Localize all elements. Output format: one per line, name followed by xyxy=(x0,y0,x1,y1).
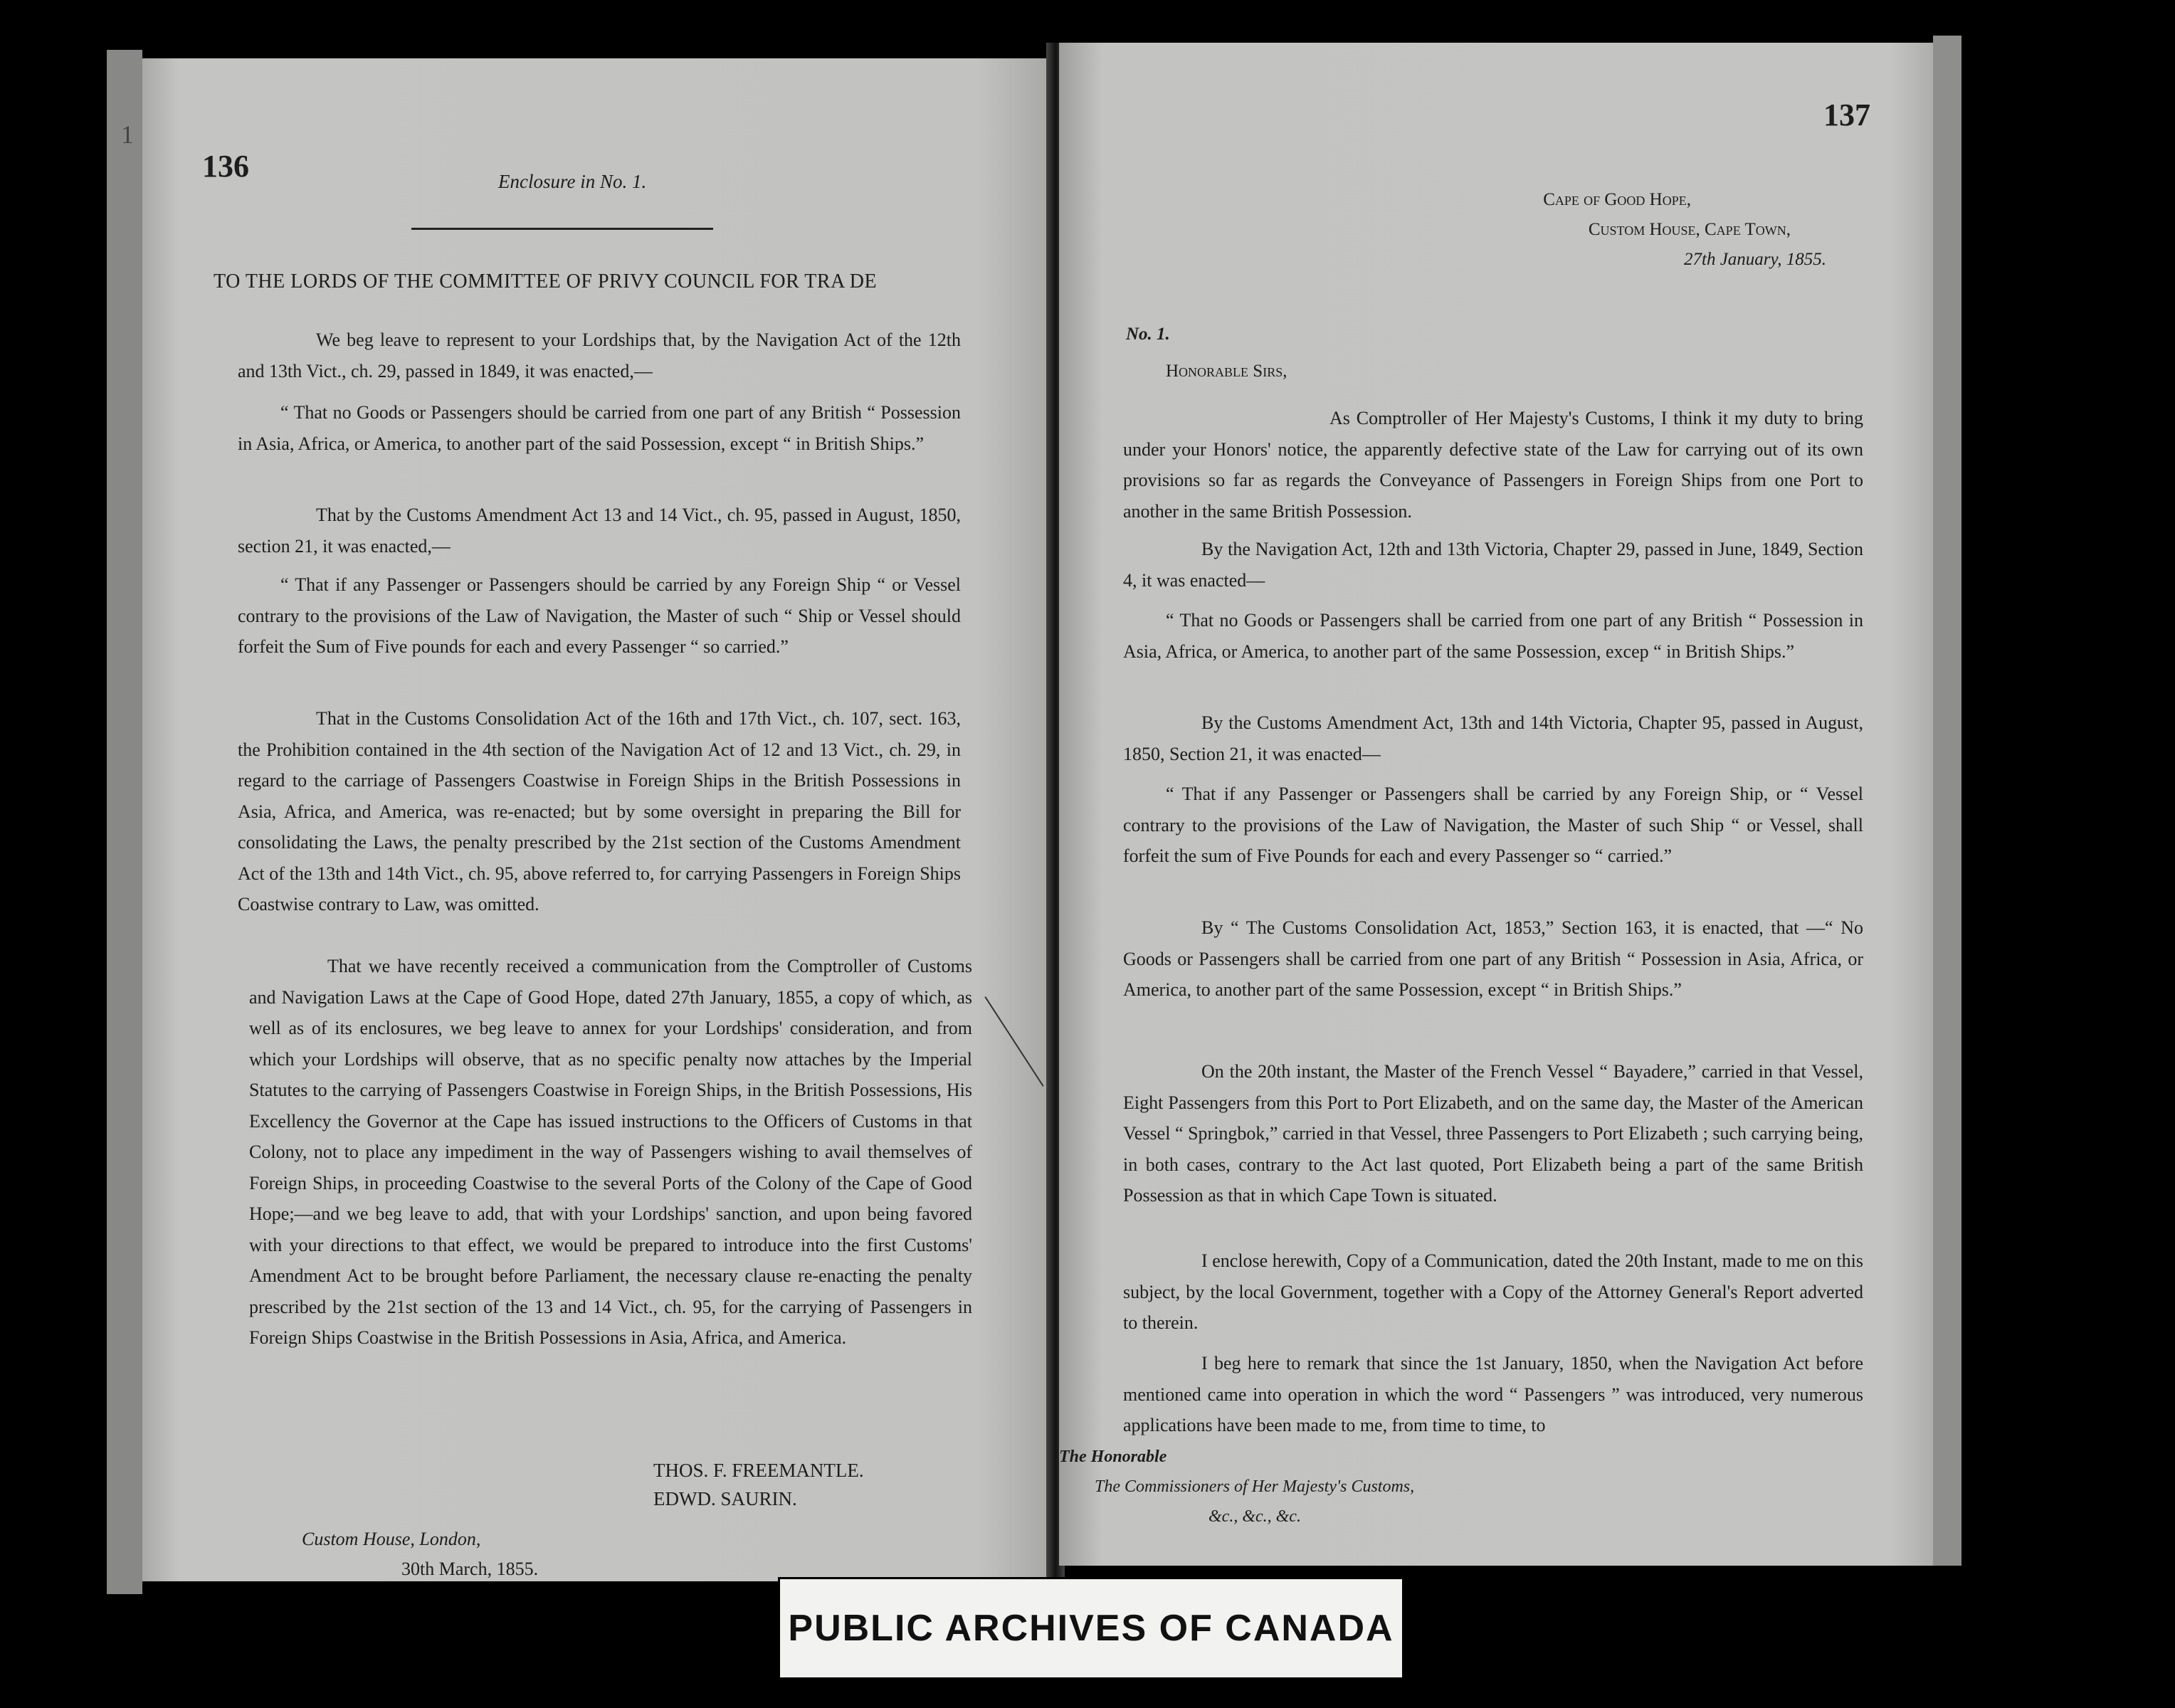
left-page xyxy=(142,58,1050,1581)
right-footer-address xyxy=(1059,1442,1414,1532)
left-quote: “ That no Goods or Passengers should be carried from one part of any British “ Possession in Asia, Africa, or America, to another part of the said Possession, except “ in British Ships.” xyxy=(238,402,961,454)
right-paragraph: On the 20th instant, the Master of the French Vessel “ Bayadere,” carried in that Vessel, Eight Passengers from this Port to Port Elizabeth, and on the same day, the Master of the American Vessel “ Springbok,” carried in that Vessel, three Passengers to Port Elizabeth ; such carrying being, in both cases, contrary to the Act last quoted, Port Elizabeth being a part of the same British Possession as that in which Cape Town is situated. xyxy=(1123,1061,1863,1206)
right-paragraph: I beg here to remark that since the 1st January, 1850, when the Navigation Act before mentioned came into operation in which the word “ Passengers ” was introduced, very numerous applications have been made to me, from time to time, to xyxy=(1123,1353,1863,1435)
margin-mark: 1 xyxy=(121,120,134,149)
left-paragraph: That by the Customs Amendment Act 13 and 14 Vict., ch. 95, passed in August, 1850, section 21, it was enacted,— xyxy=(238,505,961,557)
signatory: EDWD. SAURIN. xyxy=(653,1488,797,1509)
signatory: THOS. F. FREEMANTLE. xyxy=(653,1460,864,1481)
left-heading: TO THE LORDS OF THE COMMITTEE OF PRIVY COUNCIL FOR TRA DE xyxy=(214,270,878,292)
left-quote: “ That if any Passenger or Passengers should be carried by any Foreign Ship “ or Vessel contrary to the provisions of the Law of Navigation, the Master of such “ Ship or Vessel should forfeit the Sum of Five pounds for each and every Passenger “ so carried.” xyxy=(238,574,961,657)
book-edge-left xyxy=(107,50,142,1594)
right-paragraph: By the Navigation Act, 12th and 13th Victoria, Chapter 29, passed in June, 1849, Section 4, it was enacted— xyxy=(1123,539,1863,591)
archives-stamp xyxy=(778,1577,1404,1680)
left-page-number: 136 xyxy=(202,149,249,184)
right-paragraph: By the Customs Amendment Act, 13th and 14th Victoria, Chapter 95, passed in August, 1850, Section 21, it was enacted— xyxy=(1123,712,1863,764)
address-line: Custom House, Cape Town, xyxy=(1588,220,1791,239)
right-page xyxy=(1059,43,1933,1566)
left-paragraph: We beg leave to represent to your Lordships that, by the Navigation Act of the 12th and 13th Vict., ch. 29, passed in 1849, it was enacted,— xyxy=(238,330,961,381)
number-label: No. 1. xyxy=(1126,325,1170,344)
footer-line: The Honorable xyxy=(1059,1448,1167,1466)
right-quote: “ That if any Passenger or Passengers shall be carried by any Foreign Ship, or “ Vessel contrary to the provisions of the Law of Navigation, the Master of such Ship “ or Vessel, shall forfeit the sum of Five Pounds for each and every Passenger so “ carried.” xyxy=(1123,784,1863,866)
left-paragraph: That in the Customs Consolidation Act of the 16th and 17th Vict., ch. 107, sect. 163, the Prohibition contained in the 4th section of the Navigation Act of 12 and 13 Vict., ch. 29, in regard to the carriage of Passengers Coastwise in Foreign Ships in the British Possessions in Asia, Africa, and America, was re-enacted; but by some oversight in preparing the Bill for consolidating the Laws, the penalty prescribed by the 21st section of the Customs Amendment Act of the 13th and 14th Vict., ch. 95, above referred to, for carrying Passengers in Foreign Ships Coastwise contrary to Law, was omitted. xyxy=(238,708,961,914)
date: 30th March, 1855. xyxy=(401,1559,539,1579)
enclosure-label: Enclosure in No. 1. xyxy=(498,171,647,192)
signatories xyxy=(653,1456,864,1513)
right-paragraph: As Comptroller of Her Majesty's Customs, I think it my duty to bring under your Honors' notice, the apparently defective state of the Law for carrying out of its own provisions so far as regards the Conveyance of Passengers in Foreign Ships from one Port to another in the same British Possession. xyxy=(1123,408,1863,522)
right-paragraph: I enclose herewith, Copy of a Communication, dated the 20th Instant, made to me on this subject, by the local Government, together with a Copy of the Attorney General's Report adverted to therein. xyxy=(1123,1250,1863,1333)
right-page-number: 137 xyxy=(1823,97,1870,132)
left-paragraph: That we have recently received a communication from the Comptroller of Customs and Navigation Laws at the Cape of Good Hope, dated 27th January, 1855, a copy of which, as well as of its enclosures, we beg leave to annex for your Lordships' consideration, and from which your Lordships will observe, that as no specific penalty now attaches by the Imperial Statutes to the carrying of Passengers Coastwise in Foreign Ships, in the British Possessions, His Excellency the Governor at the Cape has issued instructions to the Officers of Customs in that Colony, not to place any impediment in the way of Passengers wishing to avail themselves of Foreign Ships, in proceeding Coastwise to the several Ports of the Colony of the Cape of Good Hope;—and we beg leave to add, that with your Lordships' sanction, and upon being favored with your directions to that effect, we would be prepared to introduce into the first Customs' Amendment Act to be brought before Parliament, the necessary clause re-enacting the penalty prescribed by the 21st section of the 13 and 14 Vict., ch. 95, for the carrying of Passengers in Foreign Ships Coastwise in the British Possessions in Asia, Africa, and America. xyxy=(249,956,972,1348)
address-date: 27th January, 1855. xyxy=(1684,250,1826,269)
place: Custom House, London, xyxy=(302,1529,481,1549)
right-quote: “ That no Goods or Passengers shall be carried from one part of any British “ Possession in Asia, Africa, or America, to another part of the same Possession, excep “ in British Ships.” xyxy=(1123,610,1863,662)
archives-stamp-text: PUBLIC ARCHIVES OF CANADA xyxy=(788,1608,1394,1649)
left-place-date xyxy=(302,1524,538,1581)
book-edge-right xyxy=(1933,36,1961,1566)
right-paragraph: By “ The Customs Consolidation Act, 1853,” Section 163, it is enacted, that —“ No Goods or Passengers shall be carried from one part of any British “ Possession in Asia, Africa, or America, to another part of the same Possession, except “ in British Ships.” xyxy=(1123,917,1863,1000)
address-line: Cape of Good Hope, xyxy=(1543,190,1691,209)
address-block xyxy=(1543,185,1826,275)
footer-line: &c., &c., &c. xyxy=(1208,1507,1301,1526)
heading-rule xyxy=(411,228,713,230)
salutation: Honorable Sirs, xyxy=(1166,362,1287,381)
footer-line: The Commissioners of Her Majesty's Customs, xyxy=(1095,1477,1415,1496)
